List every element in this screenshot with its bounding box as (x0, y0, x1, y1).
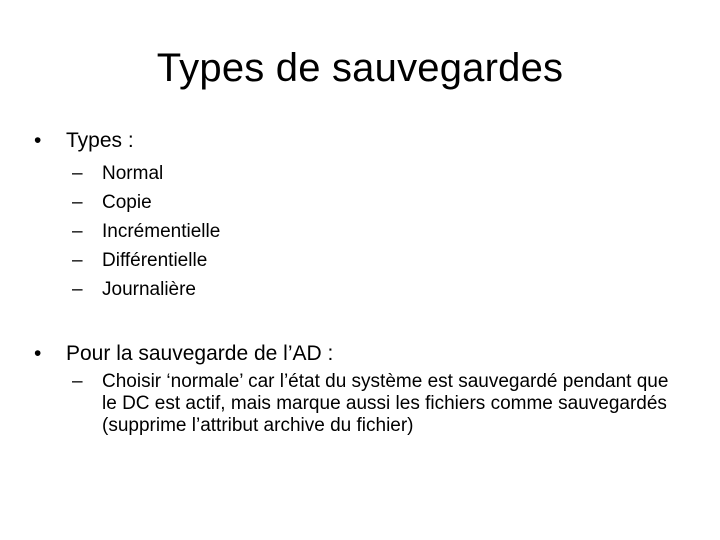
detail-text: Choisir ‘normale’ car l’état du système est sauvegardé pendant que le DC est actif, mais marque aussi les fichiers comme sauvegardés (supprime l’attribut archive du fichier) (102, 371, 669, 436)
bullet-dot: • (34, 342, 42, 365)
bullet-ad-backup (34, 341, 333, 367)
dash-marker: – (72, 221, 83, 242)
dash-marker: – (72, 192, 83, 213)
dash-marker: – (72, 279, 83, 300)
types-list (72, 159, 220, 304)
list-item (72, 275, 220, 304)
list-item (72, 188, 220, 217)
bullet-label: Types : (66, 129, 134, 152)
list-item-label: Normal (102, 163, 164, 184)
dash-marker: – (72, 371, 83, 392)
list-item-label: Journalière (102, 279, 196, 300)
list-item (72, 217, 220, 246)
bullet-label: Pour la sauvegarde de l’AD : (66, 342, 334, 365)
list-item-label: Différentielle (102, 250, 208, 271)
dash-marker: – (72, 163, 83, 184)
list-item-label: Copie (102, 192, 152, 213)
bullet-types (34, 128, 134, 154)
list-item (72, 246, 220, 275)
dash-marker: – (72, 250, 83, 271)
ad-backup-detail (72, 371, 672, 437)
bullet-dot: • (34, 129, 42, 152)
list-item-label: Incrémentielle (102, 221, 221, 242)
list-item (72, 159, 220, 188)
slide-title: Types de sauvegardes (156, 46, 564, 90)
